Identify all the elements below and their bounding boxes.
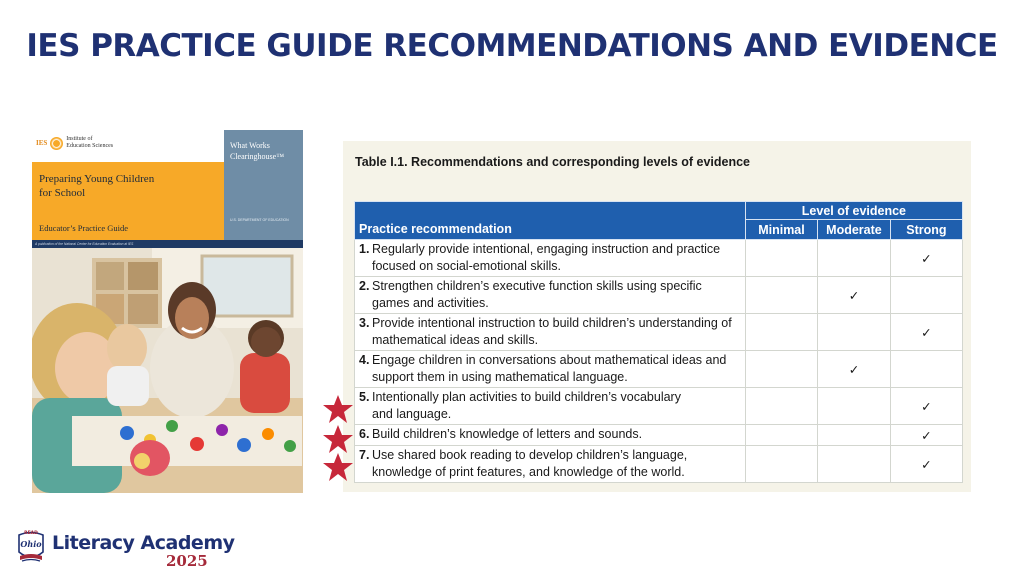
evidence-cell-strong — [890, 425, 962, 446]
read-ohio-badge-icon — [14, 528, 48, 566]
recommendation-line2: support them in using mathematical language. — [372, 369, 628, 384]
ies-mark: IES — [36, 139, 48, 147]
logo-name: Literacy Academy — [52, 532, 235, 554]
recommendation-text — [355, 314, 746, 351]
dept-text: U.S. DEPARTMENT OF EDUCATION — [230, 218, 289, 222]
evidence-cell-moderate — [818, 314, 891, 351]
slide-title: IES PRACTICE GUIDE RECOMMENDATIONS AND EVIDENCE — [26, 28, 998, 64]
evidence-cell-strong — [890, 314, 962, 351]
recommendation-line2: and language. — [372, 406, 452, 421]
wwc-line2: Clearinghouse™ — [230, 152, 285, 161]
recommendation-text — [355, 446, 746, 483]
recommendation-line1: Build children’s knowledge of letters and sounds. — [372, 427, 643, 442]
recommendation-text — [355, 425, 746, 446]
logo-year: 2025 — [166, 552, 208, 570]
cover-band-text: A publication of the National Center for Education Evaluation at IES — [35, 242, 134, 246]
header-level-of-evidence: Level of evidence — [745, 202, 962, 220]
evidence-cell-moderate — [818, 446, 891, 483]
evidence-cell-minimal — [745, 314, 817, 351]
evidence-cell-moderate — [818, 277, 891, 314]
evidence-cell-strong — [890, 446, 962, 483]
star-icon — [322, 394, 354, 424]
cover-subtitle: Educator’s Practice Guide — [39, 223, 129, 233]
recommendation-text — [355, 277, 746, 314]
evidence-cell-minimal — [745, 446, 817, 483]
evidence-cell-minimal — [745, 351, 817, 388]
header-moderate: Moderate — [818, 220, 891, 240]
star-icon — [322, 452, 354, 482]
evidence-cell-moderate — [818, 240, 891, 277]
header-strong: Strong — [890, 220, 962, 240]
header-practice-recommendation: Practice recommendation — [355, 202, 746, 240]
recommendation-row — [355, 314, 963, 351]
recommendation-text — [355, 240, 746, 277]
evidence-cell-moderate — [818, 388, 891, 425]
recommendation-line2: games and activities. — [372, 295, 489, 310]
recommendation-line2: mathematical ideas and skills. — [372, 332, 539, 347]
star-icon — [322, 424, 354, 454]
recommendation-line1: Strengthen children’s executive function skills using specific — [372, 279, 702, 293]
cover-title — [39, 172, 154, 200]
check-icon: ✓ — [921, 457, 932, 472]
recommendation-number: 1. — [359, 242, 370, 256]
ies-name-line1: Institute of — [66, 136, 93, 142]
recommendation-number: 6. — [359, 427, 370, 442]
recommendation-line1: Engage children in conversations about mathematical ideas and — [372, 353, 727, 367]
check-icon: ✓ — [921, 399, 932, 414]
recommendation-number: 7. — [359, 448, 370, 462]
recommendation-number: 2. — [359, 279, 370, 293]
recommendation-text — [355, 388, 746, 425]
evidence-cell-strong — [890, 277, 962, 314]
evidence-cell-minimal — [745, 240, 817, 277]
evidence-cell-minimal — [745, 425, 817, 446]
ies-logo — [36, 136, 113, 150]
check-icon: ✓ — [848, 362, 860, 377]
check-icon: ✓ — [921, 428, 932, 443]
recommendation-line1: Intentionally plan activities to build children’s vocabulary — [372, 390, 681, 404]
cover-title-line2: for School — [39, 187, 86, 199]
sun-icon — [50, 137, 63, 150]
recommendation-text — [355, 351, 746, 388]
ies-name-line2: Education Sciences — [66, 143, 114, 149]
wwc-line1: What Works — [230, 141, 270, 150]
recommendation-row — [355, 351, 963, 388]
evidence-cell-strong — [890, 240, 962, 277]
recommendation-line2: knowledge of print features, and knowledge of the world. — [372, 464, 685, 479]
practice-guide-cover — [32, 130, 303, 493]
badge-state-text: Ohio — [20, 539, 42, 549]
recommendation-line1: Provide intentional instruction to build children’s understanding of — [372, 316, 732, 330]
recommendation-line1: Regularly provide intentional, engaging instruction and practice — [372, 242, 721, 256]
evidence-cell-strong — [890, 351, 962, 388]
evidence-table — [354, 201, 963, 483]
evidence-table-panel — [343, 141, 971, 492]
classroom-photo — [32, 248, 303, 493]
check-icon: ✓ — [921, 325, 932, 340]
wwc-label — [230, 140, 284, 162]
recommendation-row — [355, 277, 963, 314]
evidence-cell-strong — [890, 388, 962, 425]
header-minimal: Minimal — [745, 220, 817, 240]
check-icon: ✓ — [848, 288, 860, 303]
literacy-academy-logo — [14, 527, 254, 573]
table-caption: Table I.1. Recommendations and corresponding levels of evidence — [355, 155, 751, 169]
recommendation-row — [355, 388, 963, 425]
badge-top-text: READ — [24, 531, 38, 536]
recommendation-line2: focused on social-emotional skills. — [372, 258, 561, 273]
recommendation-row — [355, 240, 963, 277]
cover-title-line1: Preparing Young Children — [39, 173, 155, 185]
recommendation-row — [355, 425, 963, 446]
evidence-cell-moderate — [818, 351, 891, 388]
check-icon: ✓ — [921, 251, 932, 266]
recommendation-line1: Use shared book reading to develop children’s language, — [372, 448, 688, 462]
evidence-cell-moderate — [818, 425, 891, 446]
recommendation-number: 3. — [359, 316, 370, 330]
recommendation-number: 5. — [359, 390, 370, 404]
evidence-cell-minimal — [745, 388, 817, 425]
recommendation-number: 4. — [359, 353, 370, 367]
recommendation-row — [355, 446, 963, 483]
evidence-cell-minimal — [745, 277, 817, 314]
